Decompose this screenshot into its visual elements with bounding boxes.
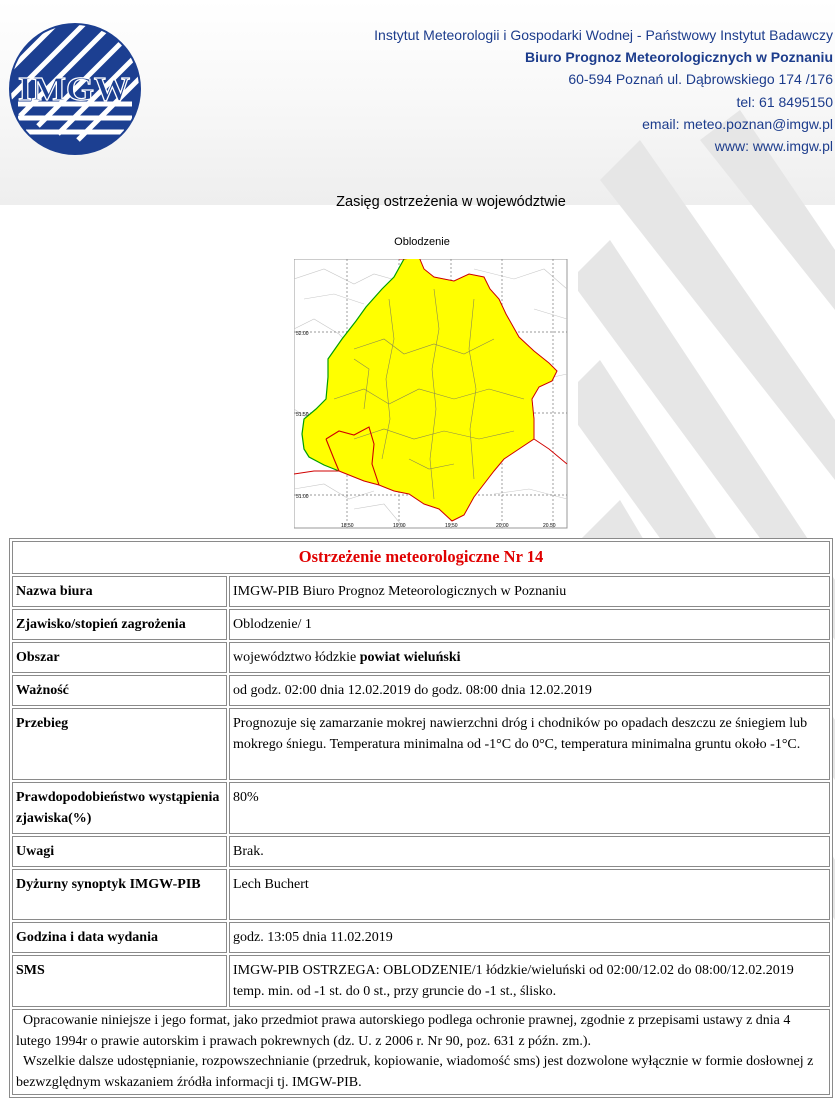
row-value-notes: Brak. [229,836,830,867]
row-label-forecaster: Dyżurny synoptyk IMGW-PIB [12,869,227,920]
map-heading: Zasięg ostrzeżenia w województwie [336,194,566,210]
map-canvas [294,259,568,531]
row-value-sms: IMGW-PIB OSTRZEGA: OBLODZENIE/1 łódzkie/wieluński od 02:00/12.02 do 08:00/12.02.2019 temp. min. od -1 st. do 0 st., przy gruncie do -1 st., ślisko. [229,955,830,1007]
row-value-office: IMGW-PIB Biuro Prognoz Meteorologicznych w Poznaniu [229,576,830,607]
row-label-course: Przebieg [12,708,227,780]
row-label-office: Nazwa biura [12,576,227,607]
row-value-issued: godz. 13:05 dnia 11.02.2019 [229,922,830,953]
area-province: województwo łódzkie [233,650,360,665]
table-row [12,869,830,920]
warning-title: Ostrzeżenie meteorologiczne Nr 14 [12,541,830,574]
lat-label-1: 52.00 [296,331,309,337]
row-value-phenomenon: Oblodzenie/ 1 [229,609,830,640]
table-row [12,955,830,1007]
address: 60-594 Poznań ul. Dąbrowskiego 174 /176 [568,71,833,88]
lon-label-2: 19.00 [393,523,406,529]
office-name: Biuro Prognoz Meteorologicznych w Poznaniu [524,49,833,66]
table-row [12,1009,830,1095]
imgw-logo [8,22,142,156]
row-value-forecaster: Lech Buchert [229,869,830,920]
table-row [12,576,830,607]
lon-label-1: 18.50 [341,523,354,529]
map-title: Oblodzenie [394,236,450,248]
table-row [12,642,830,673]
table-row [12,708,830,780]
lon-label-4: 20.00 [496,523,509,529]
logo-text: IMGW [18,71,130,108]
row-value-area [229,642,830,673]
warning-map [278,231,578,537]
lat-label-3: 51.00 [296,494,309,500]
table-row [12,922,830,953]
copyright-paragraph-2 [16,1052,826,1093]
table-row [12,836,830,867]
row-label-sms: SMS [12,955,227,1007]
row-value-course: Prognozuje się zamarzanie mokrej nawierzchni dróg i chodników po opadach deszczu ze śniegiem lub mokrego śniegu. Temperatura minimalna od -1°C do 0°C, temperatura minimalna gruntu około -1°C. [229,708,830,780]
copyright-note [12,1009,830,1095]
row-label-area: Obszar [12,642,227,673]
lon-label-5: 20.50 [543,523,556,529]
copyright-text-2: Wszelkie dalsze udostępnianie, rozpowszechnianie (przedruk, kopiowanie, wiadomość sms) jest dozwolone wyłącznie w formie dosłownej z bezwzględnym wskazaniem źródła informacji tj. IMGW-PIB. [16,1054,814,1090]
lon-label-3: 19.50 [445,523,458,529]
row-value-probability: 80% [229,782,830,834]
row-value-validity: od godz. 02:00 dnia 12.02.2019 do godz. 08:00 dnia 12.02.2019 [229,675,830,706]
table-row [12,782,830,834]
lat-label-2: 51.50 [296,412,309,418]
table-row [12,675,830,706]
row-label-probability: Prawdopodobieństwo wystąpienia zjawiska(%) [12,782,227,834]
table-row [12,609,830,640]
row-label-notes: Uwagi [12,836,227,867]
institute-name: Instytut Meteorologii i Gospodarki Wodnej - Państwowy Instytut Badawczy [374,27,833,43]
contact-block [273,24,833,157]
row-label-phenomenon: Zjawisko/stopień zagrożenia [12,609,227,640]
row-label-validity: Ważność [12,675,227,706]
warning-table [9,538,833,1098]
copyright-paragraph-1 [16,1011,826,1052]
area-county: powiat wieluński [359,650,461,665]
phone: tel: 61 8495150 [736,93,833,110]
website[interactable]: www: www.imgw.pl [714,138,833,155]
copyright-text-1: Opracowanie niniejsze i jego format, jako przedmiot prawa autorskiego podlega ochronie prawnej, zgodnie z przepisami ustawy z dnia 4 lutego 1994r o prawie autorskim i prawach pokrewnych (dz. U. z 2006 r. Nr 90, poz. 631 z późn. zm.). [16,1013,791,1049]
email[interactable]: email: meteo.poznan@imgw.pl [642,115,833,132]
row-label-issued: Godzina i data wydania [12,922,227,953]
